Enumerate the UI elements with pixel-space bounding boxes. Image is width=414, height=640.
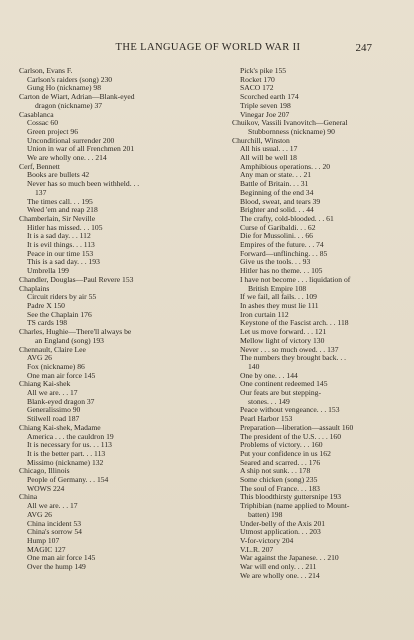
index-subentry: China incident 53 — [27, 518, 81, 528]
index-subentry: The crafty, cold-blooded. . . 61 — [240, 213, 334, 223]
index-subentry: Empires of the future. . . 74 — [240, 240, 324, 250]
index-subentry: It is evil things. . . 113 — [27, 240, 95, 250]
index-continuation: batten) 198 — [248, 509, 283, 519]
index-subentry: Our feats are but stepping- — [240, 388, 321, 398]
index-subentry: Battle of Britain. . . 31 — [240, 179, 309, 189]
index-heading: Chuikov, Vassili Ivanovitch—General — [232, 118, 348, 128]
index-heading: Charles, Hughie—There'll always be — [19, 327, 132, 337]
index-subentry: Pick's pike 155 — [240, 66, 287, 75]
index-continuation: dragon (nickname) 37 — [35, 100, 103, 110]
index-subentry: WOWS 224 — [27, 483, 65, 493]
index-column-left — [19, 67, 179, 572]
index-subentry: All we are. . . 17 — [27, 388, 78, 398]
index-continuation: 137 — [35, 187, 47, 197]
index-subentry: Some chicken (song) 235 — [240, 475, 318, 485]
index-heading: China — [19, 492, 38, 502]
index-subentry: Scorched earth 174 — [240, 92, 299, 102]
index-subentry: Blank-eyed dragon 37 — [27, 396, 95, 406]
index-subentry: One by one. . . 144 — [240, 370, 298, 380]
index-subentry: All will be well 18 — [240, 153, 297, 163]
index-continuation: British Empire 108 — [248, 283, 307, 293]
index-subentry: This is a sad day. . . 193 — [27, 257, 100, 267]
index-heading: Carton de Wiart, Adrian—Blank-eyed — [19, 92, 135, 102]
index-subentry: V-for-victory 204 — [240, 535, 294, 545]
index-subentry: It is the better part. . . 113 — [27, 448, 106, 458]
index-subentry: Missimo (nickname) 132 — [27, 457, 104, 467]
index-subentry: Hitler has no theme. . . 105 — [240, 266, 323, 276]
index-heading: Chiang Kai-shek, Madame — [19, 422, 101, 432]
index-subentry: A ship not sunk. . . 178 — [240, 466, 311, 476]
index-heading: Cerf, Bennett — [19, 161, 60, 171]
index-subentry: Stilwell road 187 — [27, 414, 80, 424]
index-subentry: See the Chaplain 176 — [27, 309, 92, 319]
index-subentry: Peace without vengeance. . . 153 — [240, 405, 340, 415]
index-subentry: Vinegar Joe 207 — [240, 109, 290, 119]
index-subentry: One continent redeemed 145 — [240, 379, 328, 389]
index-subentry: If we fail, all fails. . . 109 — [240, 292, 317, 302]
index-subentry: Problems of victory. . . 160 — [240, 440, 323, 450]
index-subentry: War against the Japanese. . . 210 — [240, 553, 339, 563]
index-heading: Chandler, Douglas—Paul Revere 153 — [19, 274, 134, 284]
index-subentry: The numbers they brought back. . . — [240, 353, 347, 363]
index-subentry: Hitler has missed. . . 105 — [27, 222, 103, 232]
index-subentry: Give us the tools. . . 93 — [240, 257, 311, 267]
index-subentry: Weed 'em and reap 218 — [27, 205, 98, 215]
index-subentry: I have not become . . . liquidation of — [240, 274, 351, 284]
index-subentry: Padre X 150 — [27, 300, 65, 310]
index-subentry: Cossac 60 — [27, 118, 59, 128]
index-subentry: This bloodthirsty guttersnipe 193 — [240, 492, 342, 502]
index-subentry: China's sorrow 54 — [27, 527, 82, 537]
index-subentry: Over the hump 149 — [27, 562, 86, 572]
index-heading: Chamberlain, Sir Neville — [19, 213, 96, 223]
index-subentry: Books are bullets 42 — [27, 170, 90, 180]
index-subentry: Unconditional surrender 200 — [27, 135, 115, 145]
running-head: THE LANGUAGE OF WORLD WAR II — [115, 42, 301, 53]
index-subentry: V.L.R. 207 — [240, 544, 274, 554]
index-subentry: Amphibious operations. . . 20 — [240, 161, 331, 171]
index-subentry: Curse of Garibaldi. . . 62 — [240, 222, 316, 232]
index-subentry: Carlson's raiders (song) 230 — [27, 74, 113, 84]
index-subentry: AVG 26 — [27, 509, 52, 519]
index-subentry: War will end only. . . 211 — [240, 562, 317, 572]
index-subentry: America . . . the cauldron 19 — [27, 431, 114, 441]
index-subentry: AVG 26 — [27, 353, 52, 363]
index-heading: Chicago, Illinois — [19, 466, 70, 476]
index-subentry: Rocket 170 — [240, 74, 275, 84]
index-subentry: Forward—unflinching. . . 85 — [240, 248, 328, 258]
index-subentry: The president of the U.S. . . . 160 — [240, 431, 342, 441]
index-heading: Chiang Kai-shek — [19, 379, 71, 389]
index-subentry: Hump 107 — [27, 535, 60, 545]
index-heading: Carlson, Evans F. — [19, 66, 73, 75]
index-subentry: Peace in our time 153 — [27, 248, 94, 258]
index-heading: Chennault, Claire Lee — [19, 344, 86, 354]
index-subentry: Let us move forward. . . 121 — [240, 327, 327, 337]
index-subentry: Under-belly of the Axis 201 — [240, 518, 326, 528]
index-subentry: Pearl Harbor 153 — [240, 414, 293, 424]
index-subentry: Generalissimo 90 — [27, 405, 81, 415]
index-subentry: Any man or state. . . 21 — [240, 170, 312, 180]
index-subentry: Never has so much been withheld. . . — [27, 179, 140, 189]
index-subentry: Union in war of all Frenchmen 201 — [27, 144, 135, 154]
index-subentry: Brighter and solid. . . 44 — [240, 205, 314, 215]
index-heading: Chaplains — [19, 283, 50, 293]
index-subentry: MAGIC 127 — [27, 544, 66, 554]
index-subentry: Die for Mussolini. . . 66 — [240, 231, 313, 241]
index-subentry: TS cards 198 — [27, 318, 68, 328]
index-subentry: Circuit riders by air 55 — [27, 292, 97, 302]
index-subentry: Green project 96 — [27, 126, 79, 136]
index-subentry: Beginning of the end 34 — [240, 187, 314, 197]
page-header — [0, 42, 414, 58]
index-subentry: We are wholly one. . . 214 — [27, 153, 107, 163]
index-column-right — [232, 67, 392, 580]
index-continuation: Stubbornness (nickname) 90 — [248, 126, 335, 136]
index-subentry: One man air force 145 — [27, 370, 96, 380]
index-subentry: Iron curtain 112 — [240, 309, 289, 319]
index-subentry: Keystone of the Fascist arch. . . 118 — [240, 318, 349, 328]
index-heading: Churchill, Winston — [232, 135, 290, 145]
index-subentry: All his usual. . . 17 — [240, 144, 298, 154]
index-heading: Casablanca — [19, 109, 54, 119]
index-subentry: The times call. . . 195 — [27, 196, 93, 206]
index-subentry: Utmost application. . . 203 — [240, 527, 321, 537]
index-subentry: Triphibian (name applied to Mount- — [240, 501, 350, 511]
index-subentry: All we are. . . 17 — [27, 501, 78, 511]
index-subentry: Triple seven 198 — [240, 100, 291, 110]
index-subentry: It is necessary for us. . . 113 — [27, 440, 112, 450]
page-number: 247 — [355, 42, 372, 54]
index-continuation: an England (song) 193 — [35, 335, 104, 345]
index-subentry: One man air force 145 — [27, 553, 96, 563]
index-continuation: stones. . . 149 — [248, 396, 290, 406]
index-subentry: Fox (nickname) 86 — [27, 361, 85, 371]
index-subentry: People of Germany. . . 154 — [27, 475, 109, 485]
index-subentry: We are wholly one. . . 214 — [240, 570, 320, 580]
index-subentry: Mellow light of victory 130 — [240, 335, 325, 345]
index-subentry: The soul of France. . . 183 — [240, 483, 320, 493]
index-subentry: Gung Ho (nickname) 98 — [27, 83, 102, 93]
index-subentry: Never . . . so much owed. . . 137 — [240, 344, 339, 354]
index-subentry: In ashes they must lie 111 — [240, 300, 319, 310]
index-subentry: Put your confidence in us 162 — [240, 448, 331, 458]
index-continuation: 140 — [248, 361, 260, 371]
index-subentry: It is a sad day. . . 112 — [27, 231, 91, 241]
index-subentry: Seared and scarred. . . 176 — [240, 457, 321, 467]
index-subentry: Preparation—liberation—assault 160 — [240, 422, 354, 432]
index-subentry: Blood, sweat, and tears 39 — [240, 196, 321, 206]
index-subentry: SACO 172 — [240, 83, 274, 93]
index-subentry: Umbrella 199 — [27, 266, 69, 276]
